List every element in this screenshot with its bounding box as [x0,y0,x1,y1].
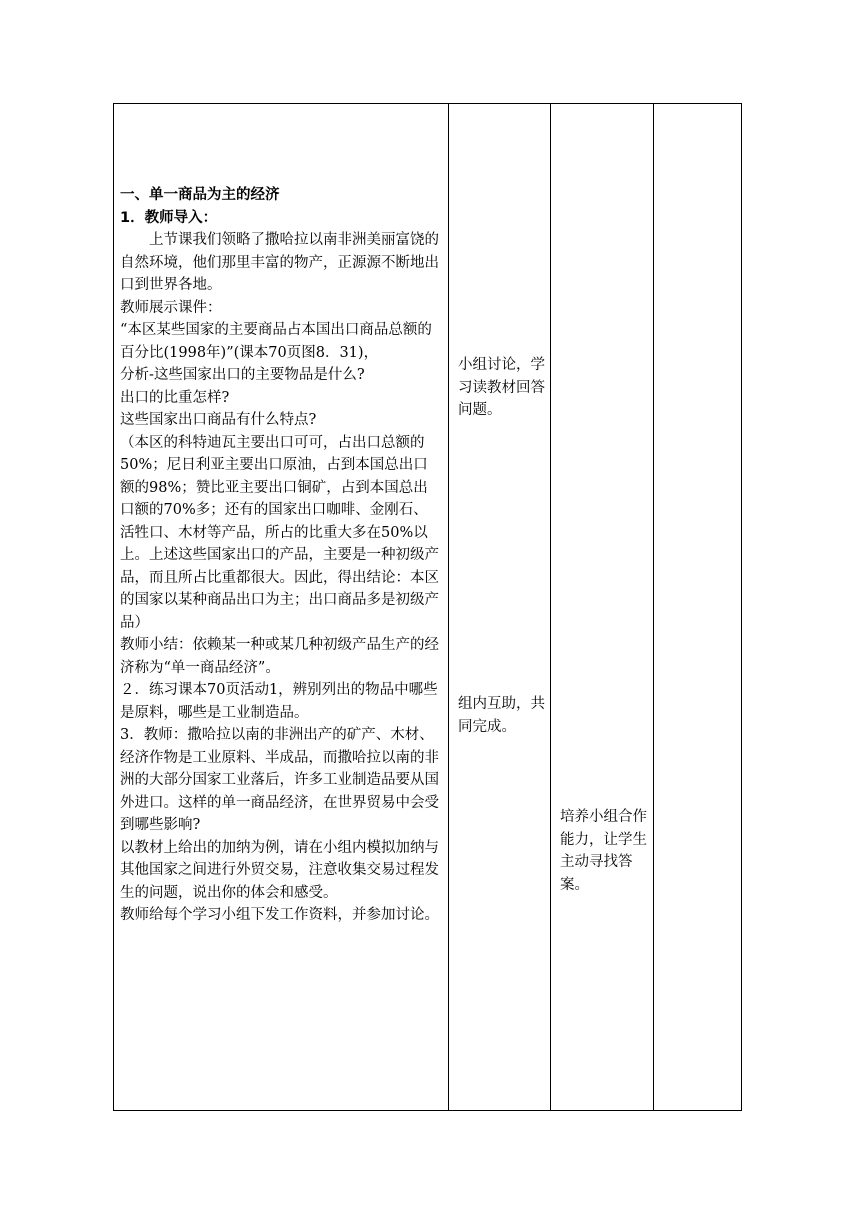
question-2: 出口的比重怎样? [120,389,230,406]
teacher-activity-cell [120,184,442,927]
paragraph-materials: 教师给每个学习小组下发工作资料，并参加讨论。 [120,907,439,923]
paragraph-figure-ref: “本区某些国家的主要商品占本国出口商品总额的百分比(1998年)”(课本70页图8．31)， [120,322,432,361]
section-heading: 一、单一商品为主的经济 [120,187,280,203]
paragraph-answer: （本区的科特迪瓦主要出口可可，占出口总额的50%；尼日利亚主要出口原油，占到本国总出口额的98%；赞比亚主要出口铜矿，占到本国总出口额的70%多；还有的国家出口咖啡、金刚石、活牲口、木材等产品，所占的比重大多在50%以上。上述这些国家出口的产品，主要是一种初级产品，而且所占比重都很大。因此，得出结论：本区的国家以某种商品出口为主；出口商品多是初级产品） [120,434,439,631]
question-3: 这些国家出口商品有什么特点? [120,412,317,428]
student-activity-note-1: 小组讨论，学习读教材回答问题。 [458,357,545,418]
subheading-intro: 1．教师导入： [120,209,218,226]
paragraph-show-slides: 教师展示课件： [120,299,222,316]
paragraph-summary: 教师小结：依赖某一种或某几种初级产品生产的经济称为“单一商品经济”。 [120,637,439,676]
question-1: 分析-这些国家出口的主要物品是什么? [120,367,365,383]
paragraph-intro: 上节课我们领略了撒哈拉以南非洲美丽富饶的自然环境，他们那里丰富的物产，正源源不断地出口到世界各地。 [120,232,439,293]
column-divider [550,104,551,1110]
column-divider [653,104,654,1110]
paragraph-activity: ２．练习课本70页活动1，辨别列出的物品中哪些是原料，哪些是工业制造品。 [120,682,438,721]
paragraph-ghana: 以教材上给出的加纳为例，请在小组内模拟加纳与其他国家之间进行外贸交易，注意收集交易过程发生的问题，说出你的体会和感受。 [120,839,439,901]
design-intent-note: 培养小组合作能力，让学生主动寻找答案。 [560,809,647,893]
paragraph-teacher: 3．教师：撒哈拉以南的非洲出产的矿产、木材、经济作物是工业原料、半成品，而撒哈拉以南的非洲的大部分国家工业落后，许多工业制造品要从国外进口。这样的单一商品经济，在世界贸易中会受到哪些影响? [120,727,439,833]
lesson-table [113,103,742,1111]
column-divider [448,104,449,1110]
student-activity-note-2: 组内互助，共同完成。 [458,696,545,735]
